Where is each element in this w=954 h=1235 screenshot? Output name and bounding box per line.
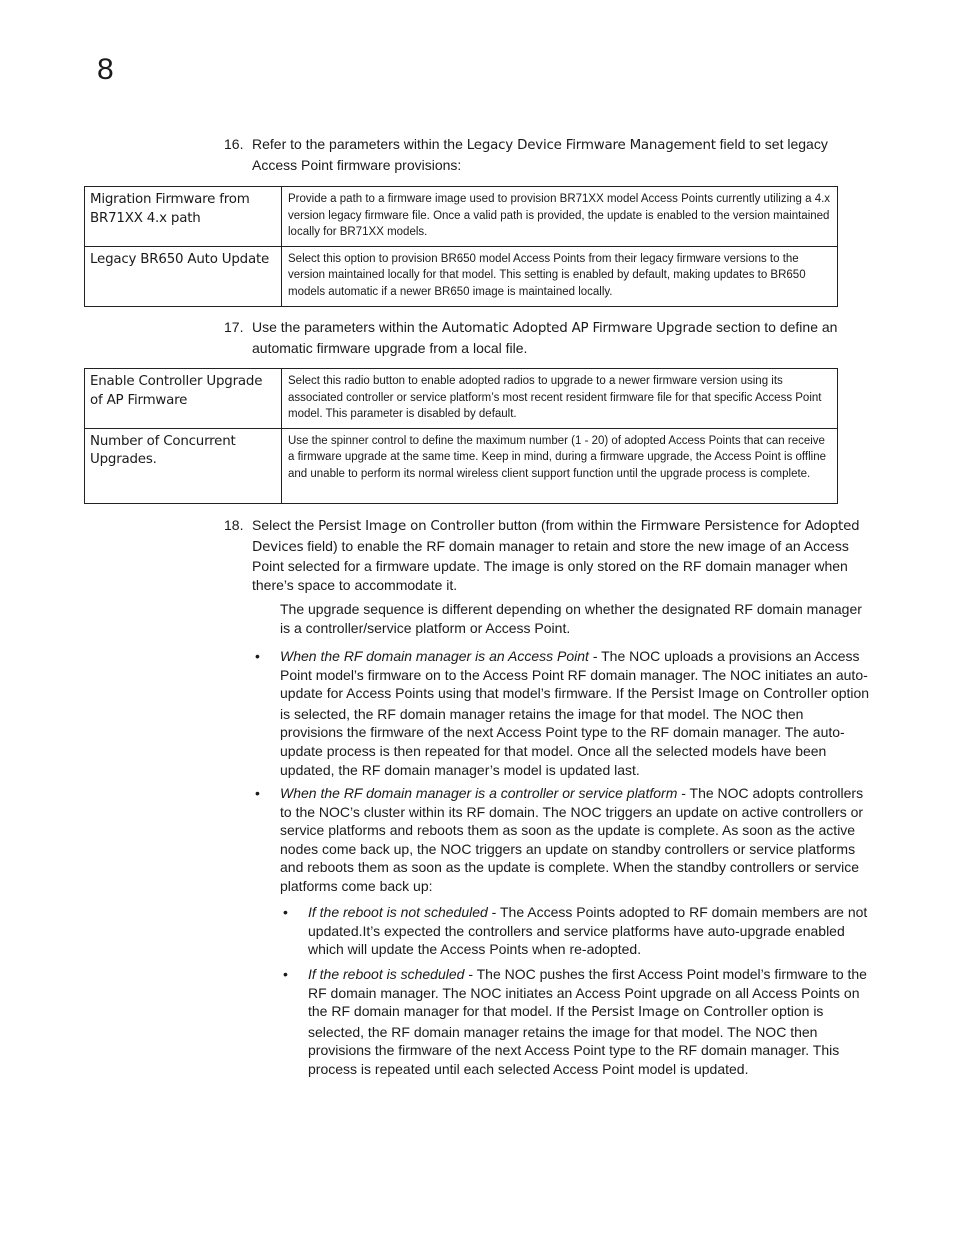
legacy-firmware-table xyxy=(84,186,838,307)
auto-upgrade-table xyxy=(84,368,838,504)
bullet-heading: If the reboot is not scheduled xyxy=(308,904,488,920)
field-name: Legacy Device Firmware Management xyxy=(466,138,716,153)
param-description: Select this radio button to enable adopted radios to upgrade to a newer firmware version using its associated controller or service platform’s most recent resident firmware file for that specific Access Point model. This parameter is disabled by default. xyxy=(282,369,838,429)
bullet-icon: • xyxy=(283,966,288,982)
bullet-text: - The NOC pushes the first Access Point model’s firmware to the RF domain manager. The NOC initiates an Access Point upgrade on all Access Points on the RF domain manager for that model. If the xyxy=(308,966,867,1020)
bullet-heading: When the RF domain manager is a controller or service platform xyxy=(280,785,678,801)
step-text: Refer to the parameters within the xyxy=(252,136,467,152)
option-name: Persist Image on Controller xyxy=(591,1005,768,1021)
step-16 xyxy=(224,135,869,174)
bullet-text: - The NOC uploads a provisions an Access Point model’s firmware on to the Access Point RF domain manager. The NOC initiates an auto-update for Access Points using that model’s firmware. If the xyxy=(280,648,868,702)
param-name: Legacy BR650 Auto Update xyxy=(85,246,282,306)
step-18 xyxy=(224,516,869,594)
bullet-text: option is selected, the RF domain manager retains the image for that model. The NOC then provisions the firmware of the next Access Point type to the RF domain manager. This process is repeated until each selected Access Point model is updated. xyxy=(308,1003,840,1077)
param-description: Use the spinner control to define the maximum number (1 - 20) of adopted Access Points that can receive a firmware upgrade at the same time. Keep in mind, during a firmware upgrade, the Access Point is offline and unable to perform its normal wireless client support function until the upgrade process is complete. xyxy=(282,428,838,503)
chapter-number: 8 xyxy=(97,53,114,86)
upgrade-sequence-paragraph: The upgrade sequence is different depending on whether the designated RF domain manager is a controller/service platform or Access Point. xyxy=(280,601,862,636)
option-name: Persist Image on Controller xyxy=(650,687,828,703)
button-name: Persist Image on Controller xyxy=(318,519,495,534)
list-item xyxy=(283,965,870,1079)
bullet-heading: When the RF domain manager is an Access Point xyxy=(280,648,589,664)
step-number: 16. xyxy=(224,136,244,152)
step-number: 18. xyxy=(224,517,244,533)
bullet-text: - The NOC adopts controllers to the NOC’s cluster within its RF domain. The NOC triggers an update on active controllers or service platforms and reboots them as soon as the update is complete. As soon as the active nodes come back up, the NOC triggers an update on standby controllers or service platforms and reboots them as soon as the update is complete. When the standby controllers or service platforms come back up: xyxy=(280,785,864,894)
list-item xyxy=(255,784,870,896)
step-text: button (from within the xyxy=(494,517,641,533)
bullet-icon: • xyxy=(255,648,260,664)
bullet-icon: • xyxy=(255,785,260,801)
param-name: Enable Controller Upgrade of AP Firmware xyxy=(85,369,282,429)
bullet-text: option is selected, the RF domain manager retains the image for that model. The NOC then provisions the firmware of the next Access Point type to the RF domain manager. The auto-update process is then repeated for that model. Once all the selected models have been updated, the RF domain manager’s model is updated last. xyxy=(280,685,870,778)
param-description: Select this option to provision BR650 model Access Points from their legacy firmware versions to the version maintained locally for that model. This setting is enabled by default, making updates to BR650 models automatic if a newer BR650 image is maintained locally. xyxy=(282,246,838,306)
field-name: Firmware Persistence for Adopted Devices xyxy=(252,519,860,555)
param-description: Provide a path to a firmware image used to provision BR71XX model Access Points currently utilizing a 4.x version legacy firmware file. Once a valid path is provided, the update is enabled to the version maintained locally for BR71XX models. xyxy=(282,187,838,247)
table-row xyxy=(85,246,838,306)
bullet-icon: • xyxy=(283,904,288,920)
step-number: 17. xyxy=(224,319,244,335)
step-text: Use the parameters within the xyxy=(252,319,442,335)
list-item xyxy=(283,903,870,959)
step-17 xyxy=(224,318,869,357)
bullet-heading: If the reboot is scheduled xyxy=(308,966,465,982)
list-item xyxy=(255,647,870,779)
step-text: Select the xyxy=(252,517,319,533)
bullet-text: - The Access Points adopted to RF domain members are not updated.It’s expected the controllers and service platforms have auto-upgrade enabled which will update the Access Points when re-adopted. xyxy=(308,904,868,958)
table-row xyxy=(85,369,838,429)
step-text: field to set legacy Access Point firmware provisions: xyxy=(252,136,828,173)
table-row xyxy=(85,428,838,503)
table-row xyxy=(85,187,838,247)
field-name: Automatic Adopted AP Firmware Upgrade xyxy=(441,321,713,336)
param-name: Migration Firmware from BR71XX 4.x path xyxy=(85,187,282,247)
step-text: field) to enable the RF domain manager to retain and store the new image of an Access Point selected for a firmware update. The image is only stored on the RF domain manager when there’s space to accommodate it. xyxy=(252,537,849,593)
param-name: Number of Concurrent Upgrades. xyxy=(85,428,282,503)
step-text: section to define an automatic firmware upgrade from a local file. xyxy=(252,319,838,356)
